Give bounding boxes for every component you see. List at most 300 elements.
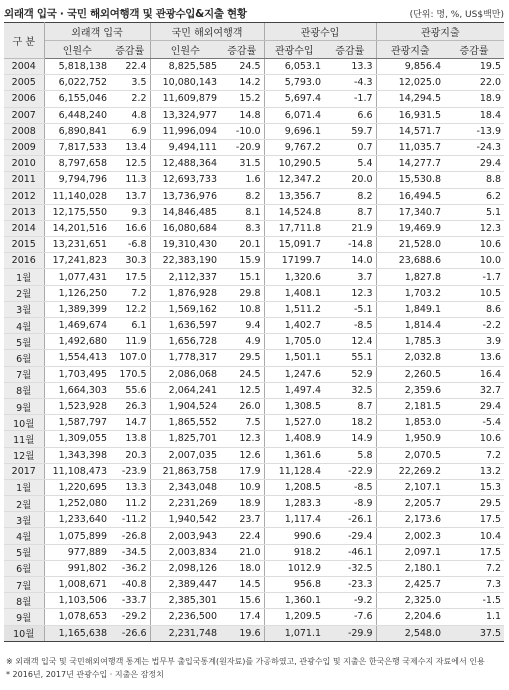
table-row bbox=[4, 269, 504, 285]
header-sub: 인원수 bbox=[44, 41, 110, 59]
table-cell: -33.7 bbox=[110, 593, 150, 609]
table-cell: 17199.7 bbox=[264, 253, 324, 269]
table-cell: 5.1 bbox=[444, 204, 504, 220]
table-cell: 14.9 bbox=[324, 431, 376, 447]
table-cell: 2,064,241 bbox=[150, 382, 220, 398]
table-cell: 1,308.5 bbox=[264, 398, 324, 414]
row-label: 2008 bbox=[4, 123, 44, 139]
table-cell: 12.3 bbox=[324, 285, 376, 301]
table-cell: -8.5 bbox=[324, 479, 376, 495]
row-label: 1월 bbox=[4, 269, 44, 285]
table-cell: -8.9 bbox=[324, 496, 376, 512]
table-cell: 1,705.0 bbox=[264, 334, 324, 350]
table-cell: 8.2 bbox=[324, 188, 376, 204]
table-cell: -13.9 bbox=[444, 123, 504, 139]
table-cell: 1,703.2 bbox=[376, 285, 444, 301]
table-cell: 2,236,500 bbox=[150, 609, 220, 625]
table-cell: 1,664,303 bbox=[44, 382, 110, 398]
table-cell: 9,494,111 bbox=[150, 139, 220, 155]
table-cell: 37.5 bbox=[444, 625, 504, 641]
table-cell: -1.7 bbox=[444, 269, 504, 285]
table-cell: -20.9 bbox=[220, 139, 264, 155]
table-cell: 17.5 bbox=[444, 512, 504, 528]
table-cell: 16.4 bbox=[444, 366, 504, 382]
table-cell: 15.1 bbox=[220, 269, 264, 285]
table-cell: 1,126,250 bbox=[44, 285, 110, 301]
table-cell: 14,571.7 bbox=[376, 123, 444, 139]
row-label: 2015 bbox=[4, 237, 44, 253]
table-cell: 22,383,190 bbox=[150, 253, 220, 269]
table-cell: 21.9 bbox=[324, 220, 376, 236]
table-cell: 2,098,126 bbox=[150, 560, 220, 576]
table-row bbox=[4, 253, 504, 269]
table-cell: 15.3 bbox=[444, 479, 504, 495]
table-cell: 11,609,879 bbox=[150, 91, 220, 107]
row-label: 7월 bbox=[4, 577, 44, 593]
row-label: 2007 bbox=[4, 107, 44, 123]
table-cell: 9,767.2 bbox=[264, 139, 324, 155]
table-cell: 9.4 bbox=[220, 318, 264, 334]
table-cell: 17.5 bbox=[444, 544, 504, 560]
table-cell: 13.8 bbox=[110, 431, 150, 447]
table-cell: 13.6 bbox=[444, 350, 504, 366]
table-cell: -32.5 bbox=[324, 560, 376, 576]
table-cell: 52.9 bbox=[324, 366, 376, 382]
table-cell: 1,940,542 bbox=[150, 512, 220, 528]
table-cell: 14,846,485 bbox=[150, 204, 220, 220]
table-cell: 1,075,899 bbox=[44, 528, 110, 544]
table-cell: 6.6 bbox=[324, 107, 376, 123]
table-cell: -29.4 bbox=[324, 528, 376, 544]
table-cell: 1,950.9 bbox=[376, 431, 444, 447]
table-cell: 1,497.4 bbox=[264, 382, 324, 398]
table-cell: 2,112,337 bbox=[150, 269, 220, 285]
table-cell: 6,071.4 bbox=[264, 107, 324, 123]
row-label: 3월 bbox=[4, 512, 44, 528]
row-label: 5월 bbox=[4, 544, 44, 560]
row-label: 4월 bbox=[4, 318, 44, 334]
table-cell: 2,359.6 bbox=[376, 382, 444, 398]
table-row bbox=[4, 366, 504, 382]
table-cell: 13.4 bbox=[110, 139, 150, 155]
table-cell: 17,711.8 bbox=[264, 220, 324, 236]
table-cell: -1.5 bbox=[444, 593, 504, 609]
table-cell: 13,356.7 bbox=[264, 188, 324, 204]
table-row bbox=[4, 318, 504, 334]
table-cell: 1,309,055 bbox=[44, 431, 110, 447]
table-cell: -11.2 bbox=[110, 512, 150, 528]
table-cell: 1,343,398 bbox=[44, 447, 110, 463]
table-cell: 11,128.4 bbox=[264, 463, 324, 479]
table-cell: 24.5 bbox=[220, 366, 264, 382]
table-cell: 8.1 bbox=[220, 204, 264, 220]
table-cell: 5,697.4 bbox=[264, 91, 324, 107]
table-cell: 8.2 bbox=[220, 188, 264, 204]
table-cell: 6,448,240 bbox=[44, 107, 110, 123]
table-cell: 1,071.1 bbox=[264, 625, 324, 641]
table-cell: 12.3 bbox=[220, 431, 264, 447]
table-cell: 1,636,597 bbox=[150, 318, 220, 334]
table-cell: 1,252,080 bbox=[44, 496, 110, 512]
table-cell: 21,863,758 bbox=[150, 463, 220, 479]
table-cell: 19,469.9 bbox=[376, 220, 444, 236]
table-cell: 13,231,651 bbox=[44, 237, 110, 253]
header-sub: 관광지출 bbox=[376, 41, 444, 59]
table-cell: 55.6 bbox=[110, 382, 150, 398]
table-cell: 1,408.1 bbox=[264, 285, 324, 301]
table-cell: 14,524.8 bbox=[264, 204, 324, 220]
table-cell: 1,402.7 bbox=[264, 318, 324, 334]
table-cell: 2,007,035 bbox=[150, 447, 220, 463]
table-cell: 1,361.6 bbox=[264, 447, 324, 463]
table-cell: 17.9 bbox=[220, 463, 264, 479]
table-cell: 16.6 bbox=[110, 220, 150, 236]
table-cell: 2,003,834 bbox=[150, 544, 220, 560]
table-cell: 15.6 bbox=[220, 593, 264, 609]
table-cell: 8.3 bbox=[220, 220, 264, 236]
table-cell: 7.2 bbox=[444, 560, 504, 576]
table-cell: 5.4 bbox=[324, 156, 376, 172]
table-cell: 1,209.5 bbox=[264, 609, 324, 625]
table-cell: 9,856.4 bbox=[376, 59, 444, 75]
header-sub: 인원수 bbox=[150, 41, 220, 59]
table-cell: 10.8 bbox=[220, 301, 264, 317]
table-cell: 6,053.1 bbox=[264, 59, 324, 75]
table-cell: 29.5 bbox=[444, 496, 504, 512]
table-row bbox=[4, 156, 504, 172]
table-cell: 12.6 bbox=[220, 447, 264, 463]
table-cell: 11.9 bbox=[110, 334, 150, 350]
table-cell: 4.9 bbox=[220, 334, 264, 350]
table-cell: 2,231,748 bbox=[150, 625, 220, 641]
table-row bbox=[4, 334, 504, 350]
table-cell: -34.5 bbox=[110, 544, 150, 560]
table-cell: 19.6 bbox=[220, 625, 264, 641]
table-cell: -29.2 bbox=[110, 609, 150, 625]
table-cell: 1,814.4 bbox=[376, 318, 444, 334]
table-cell: 14,277.7 bbox=[376, 156, 444, 172]
table-cell: -7.6 bbox=[324, 609, 376, 625]
table-cell: 977,889 bbox=[44, 544, 110, 560]
table-cell: 2,086,068 bbox=[150, 366, 220, 382]
table-cell: 11,108,473 bbox=[44, 463, 110, 479]
table-cell: 1,320.6 bbox=[264, 269, 324, 285]
table-cell: 2,204.6 bbox=[376, 609, 444, 625]
table-cell: 8.7 bbox=[324, 398, 376, 414]
table-cell: 1,703,495 bbox=[44, 366, 110, 382]
table-row bbox=[4, 577, 504, 593]
table-cell: -5.4 bbox=[444, 415, 504, 431]
table-cell: 1,360.1 bbox=[264, 593, 324, 609]
tourism-statistics-table bbox=[4, 22, 504, 642]
table-cell: 9,794,796 bbox=[44, 172, 110, 188]
table-cell: 16,494.5 bbox=[376, 188, 444, 204]
table-cell: 0.7 bbox=[324, 139, 376, 155]
table-cell: -23.3 bbox=[324, 577, 376, 593]
title-row bbox=[4, 6, 504, 20]
table-row bbox=[4, 91, 504, 107]
table-body bbox=[4, 59, 504, 642]
table-cell: 30.3 bbox=[110, 253, 150, 269]
table-cell: -26.1 bbox=[324, 512, 376, 528]
table-cell: 13.3 bbox=[110, 479, 150, 495]
table-cell: 2,107.1 bbox=[376, 479, 444, 495]
table-cell: 6.9 bbox=[110, 123, 150, 139]
table-row bbox=[4, 431, 504, 447]
table-row bbox=[4, 123, 504, 139]
table-cell: 2,181.5 bbox=[376, 398, 444, 414]
footnotes bbox=[6, 656, 504, 681]
table-cell: 956.8 bbox=[264, 577, 324, 593]
table-cell: 23,688.6 bbox=[376, 253, 444, 269]
table-cell: 12,488,364 bbox=[150, 156, 220, 172]
table-cell: 2,231,269 bbox=[150, 496, 220, 512]
table-cell: 10.6 bbox=[444, 237, 504, 253]
table-cell: 21.0 bbox=[220, 544, 264, 560]
table-cell: 12,175,550 bbox=[44, 204, 110, 220]
table-cell: 2,343,048 bbox=[150, 479, 220, 495]
table-cell: 20.3 bbox=[110, 447, 150, 463]
row-label: 8월 bbox=[4, 382, 44, 398]
table-cell: 8,825,585 bbox=[150, 59, 220, 75]
table-cell: 6.1 bbox=[110, 318, 150, 334]
table-cell: -40.8 bbox=[110, 577, 150, 593]
table-cell: 1,554,413 bbox=[44, 350, 110, 366]
table-cell: 22,269.2 bbox=[376, 463, 444, 479]
row-label: 8월 bbox=[4, 593, 44, 609]
table-cell: 55.1 bbox=[324, 350, 376, 366]
table-cell: 12,347.2 bbox=[264, 172, 324, 188]
row-label: 6월 bbox=[4, 350, 44, 366]
table-cell: 23.7 bbox=[220, 512, 264, 528]
table-cell: 13.3 bbox=[324, 59, 376, 75]
table-cell: 19,310,430 bbox=[150, 237, 220, 253]
table-cell: 19.5 bbox=[444, 59, 504, 75]
table-cell: 5,818,138 bbox=[44, 59, 110, 75]
header-group-arrivals: 외래객 입국 bbox=[44, 23, 150, 41]
table-cell: 18.9 bbox=[220, 496, 264, 512]
table-cell: 2,548.0 bbox=[376, 625, 444, 641]
table-cell: 29.4 bbox=[444, 398, 504, 414]
table-cell: 2,325.0 bbox=[376, 593, 444, 609]
table-cell: -1.7 bbox=[324, 91, 376, 107]
table-cell: 14.2 bbox=[220, 75, 264, 91]
table-cell: 1.6 bbox=[220, 172, 264, 188]
table-cell: 1,078,653 bbox=[44, 609, 110, 625]
table-cell: 2,260.5 bbox=[376, 366, 444, 382]
table-cell: 7.5 bbox=[220, 415, 264, 431]
table-cell: 18.0 bbox=[220, 560, 264, 576]
table-cell: 9,696.1 bbox=[264, 123, 324, 139]
table-cell: 10.4 bbox=[444, 528, 504, 544]
table-cell: 10.6 bbox=[444, 431, 504, 447]
table-cell: 24.5 bbox=[220, 59, 264, 75]
header-gubun: 구 분 bbox=[4, 23, 44, 59]
table-cell: 170.5 bbox=[110, 366, 150, 382]
table-row bbox=[4, 463, 504, 479]
table-cell: 918.2 bbox=[264, 544, 324, 560]
table-cell: 10.5 bbox=[444, 285, 504, 301]
table-cell: 3.9 bbox=[444, 334, 504, 350]
table-row bbox=[4, 398, 504, 414]
table-cell: 15.9 bbox=[220, 253, 264, 269]
table-cell: 2,003,943 bbox=[150, 528, 220, 544]
table-cell: 991,802 bbox=[44, 560, 110, 576]
table-cell: 1,492,680 bbox=[44, 334, 110, 350]
table-cell: 1,247.6 bbox=[264, 366, 324, 382]
table-cell: 6,155,046 bbox=[44, 91, 110, 107]
table-row bbox=[4, 285, 504, 301]
table-cell: 10,290.5 bbox=[264, 156, 324, 172]
row-label: 12월 bbox=[4, 447, 44, 463]
table-cell: 1,656,728 bbox=[150, 334, 220, 350]
table-cell: -24.3 bbox=[444, 139, 504, 155]
row-label: 2월 bbox=[4, 285, 44, 301]
table-cell: 1,569,162 bbox=[150, 301, 220, 317]
table-cell: 1,865,552 bbox=[150, 415, 220, 431]
table-cell: 8,797,658 bbox=[44, 156, 110, 172]
table-cell: 107.0 bbox=[110, 350, 150, 366]
table-cell: 14.0 bbox=[324, 253, 376, 269]
row-label: 11월 bbox=[4, 431, 44, 447]
row-label: 7월 bbox=[4, 366, 44, 382]
table-cell: 2,002.3 bbox=[376, 528, 444, 544]
table-cell: 26.3 bbox=[110, 398, 150, 414]
table-cell: 1,408.9 bbox=[264, 431, 324, 447]
table-cell: -2.2 bbox=[444, 318, 504, 334]
table-cell: 10,080,143 bbox=[150, 75, 220, 91]
row-label: 5월 bbox=[4, 334, 44, 350]
table-row bbox=[4, 382, 504, 398]
table-cell: 17.5 bbox=[110, 269, 150, 285]
row-label: 2월 bbox=[4, 496, 44, 512]
table-cell: -14.8 bbox=[324, 237, 376, 253]
table-cell: 12.5 bbox=[110, 156, 150, 172]
table-cell: -4.3 bbox=[324, 75, 376, 91]
table-cell: 7.2 bbox=[444, 447, 504, 463]
table-cell: 1,103,506 bbox=[44, 593, 110, 609]
table-cell: 1,469,674 bbox=[44, 318, 110, 334]
footnote-source: ※ 외래객 입국 및 국민해외여행객 통계는 법무부 출입국통계(원자료)를 가공하였고, 관광수입 및 지출은 한국은행 국제수지 자료에서 인용 bbox=[6, 657, 485, 666]
table-cell: 1,008,671 bbox=[44, 577, 110, 593]
table-cell: 17,241,823 bbox=[44, 253, 110, 269]
table-row bbox=[4, 560, 504, 576]
table-cell: 1,849.1 bbox=[376, 301, 444, 317]
table-cell: 14.7 bbox=[110, 415, 150, 431]
table-cell: 13.7 bbox=[110, 188, 150, 204]
table-cell: 4.8 bbox=[110, 107, 150, 123]
table-cell: 2,097.1 bbox=[376, 544, 444, 560]
table-cell: 1,778,317 bbox=[150, 350, 220, 366]
table-cell: 1,511.2 bbox=[264, 301, 324, 317]
table-cell: 32.5 bbox=[324, 382, 376, 398]
table-cell: 2,425.7 bbox=[376, 577, 444, 593]
table-cell: 18.4 bbox=[444, 107, 504, 123]
table-cell: 12.2 bbox=[110, 301, 150, 317]
table-cell: 8.8 bbox=[444, 172, 504, 188]
table-cell: 1,587,797 bbox=[44, 415, 110, 431]
table-cell: 18.2 bbox=[324, 415, 376, 431]
table-cell: 17,340.7 bbox=[376, 204, 444, 220]
table-cell: 2,070.5 bbox=[376, 447, 444, 463]
table-cell: 2,180.1 bbox=[376, 560, 444, 576]
table-cell: 11,996,094 bbox=[150, 123, 220, 139]
table-cell: 6,890,841 bbox=[44, 123, 110, 139]
table-cell: 1,165,638 bbox=[44, 625, 110, 641]
table-cell: 1012.9 bbox=[264, 560, 324, 576]
row-label: 10월 bbox=[4, 415, 44, 431]
row-label: 4월 bbox=[4, 528, 44, 544]
row-label: 2012 bbox=[4, 188, 44, 204]
row-label: 2011 bbox=[4, 172, 44, 188]
header-group-departures: 국민 해외여행객 bbox=[150, 23, 264, 41]
table-row bbox=[4, 75, 504, 91]
table-cell: -5.1 bbox=[324, 301, 376, 317]
table-cell: 1,827.8 bbox=[376, 269, 444, 285]
table-cell: 1,904,524 bbox=[150, 398, 220, 414]
header-sub-row bbox=[4, 41, 504, 59]
table-cell: -26.6 bbox=[110, 625, 150, 641]
table-row bbox=[4, 512, 504, 528]
table-cell: 1,853.0 bbox=[376, 415, 444, 431]
row-label: 2006 bbox=[4, 91, 44, 107]
table-cell: 14,294.5 bbox=[376, 91, 444, 107]
table-cell: 2,205.7 bbox=[376, 496, 444, 512]
row-label: 1월 bbox=[4, 479, 44, 495]
row-label: 3월 bbox=[4, 301, 44, 317]
page-title: 외래객 입국 · 국민 해외여행객 및 관광수입&지출 현황 bbox=[4, 8, 247, 20]
table-cell: -29.9 bbox=[324, 625, 376, 641]
table-cell: 3.5 bbox=[110, 75, 150, 91]
table-cell: 16,931.5 bbox=[376, 107, 444, 123]
header-group-receipts: 관광수입 bbox=[264, 23, 376, 41]
table-cell: 14.5 bbox=[220, 577, 264, 593]
table-cell: 1,117.4 bbox=[264, 512, 324, 528]
table-cell: 3.7 bbox=[324, 269, 376, 285]
table-cell: 13.2 bbox=[444, 463, 504, 479]
table-cell: 29.8 bbox=[220, 285, 264, 301]
table-cell: 2,173.6 bbox=[376, 512, 444, 528]
header-sub: 증감률 bbox=[220, 41, 264, 59]
header-sub: 관광수입 bbox=[264, 41, 324, 59]
header-sub: 증감률 bbox=[110, 41, 150, 59]
row-label: 2004 bbox=[4, 59, 44, 75]
table-cell: 15,530.8 bbox=[376, 172, 444, 188]
table-cell: 5.8 bbox=[324, 447, 376, 463]
table-cell: 7,817,533 bbox=[44, 139, 110, 155]
table-cell: 26.0 bbox=[220, 398, 264, 414]
table-cell: 2.2 bbox=[110, 91, 150, 107]
table-cell: 6.2 bbox=[444, 188, 504, 204]
header-group-expenditure: 관광지출 bbox=[376, 23, 504, 41]
table-cell: -9.2 bbox=[324, 593, 376, 609]
table-cell: 2,032.8 bbox=[376, 350, 444, 366]
table-row bbox=[4, 188, 504, 204]
table-cell: 9.3 bbox=[110, 204, 150, 220]
table-cell: 1,283.3 bbox=[264, 496, 324, 512]
table-cell: 1,825,701 bbox=[150, 431, 220, 447]
table-cell: 1,208.5 bbox=[264, 479, 324, 495]
table-cell: 1,501.1 bbox=[264, 350, 324, 366]
table-row bbox=[4, 609, 504, 625]
row-label: 2013 bbox=[4, 204, 44, 220]
table-row bbox=[4, 107, 504, 123]
header-sub: 증감률 bbox=[324, 41, 376, 59]
table-cell: 8.6 bbox=[444, 301, 504, 317]
table-row bbox=[4, 544, 504, 560]
table-cell: 11.2 bbox=[110, 496, 150, 512]
row-label: 10월 bbox=[4, 625, 44, 641]
